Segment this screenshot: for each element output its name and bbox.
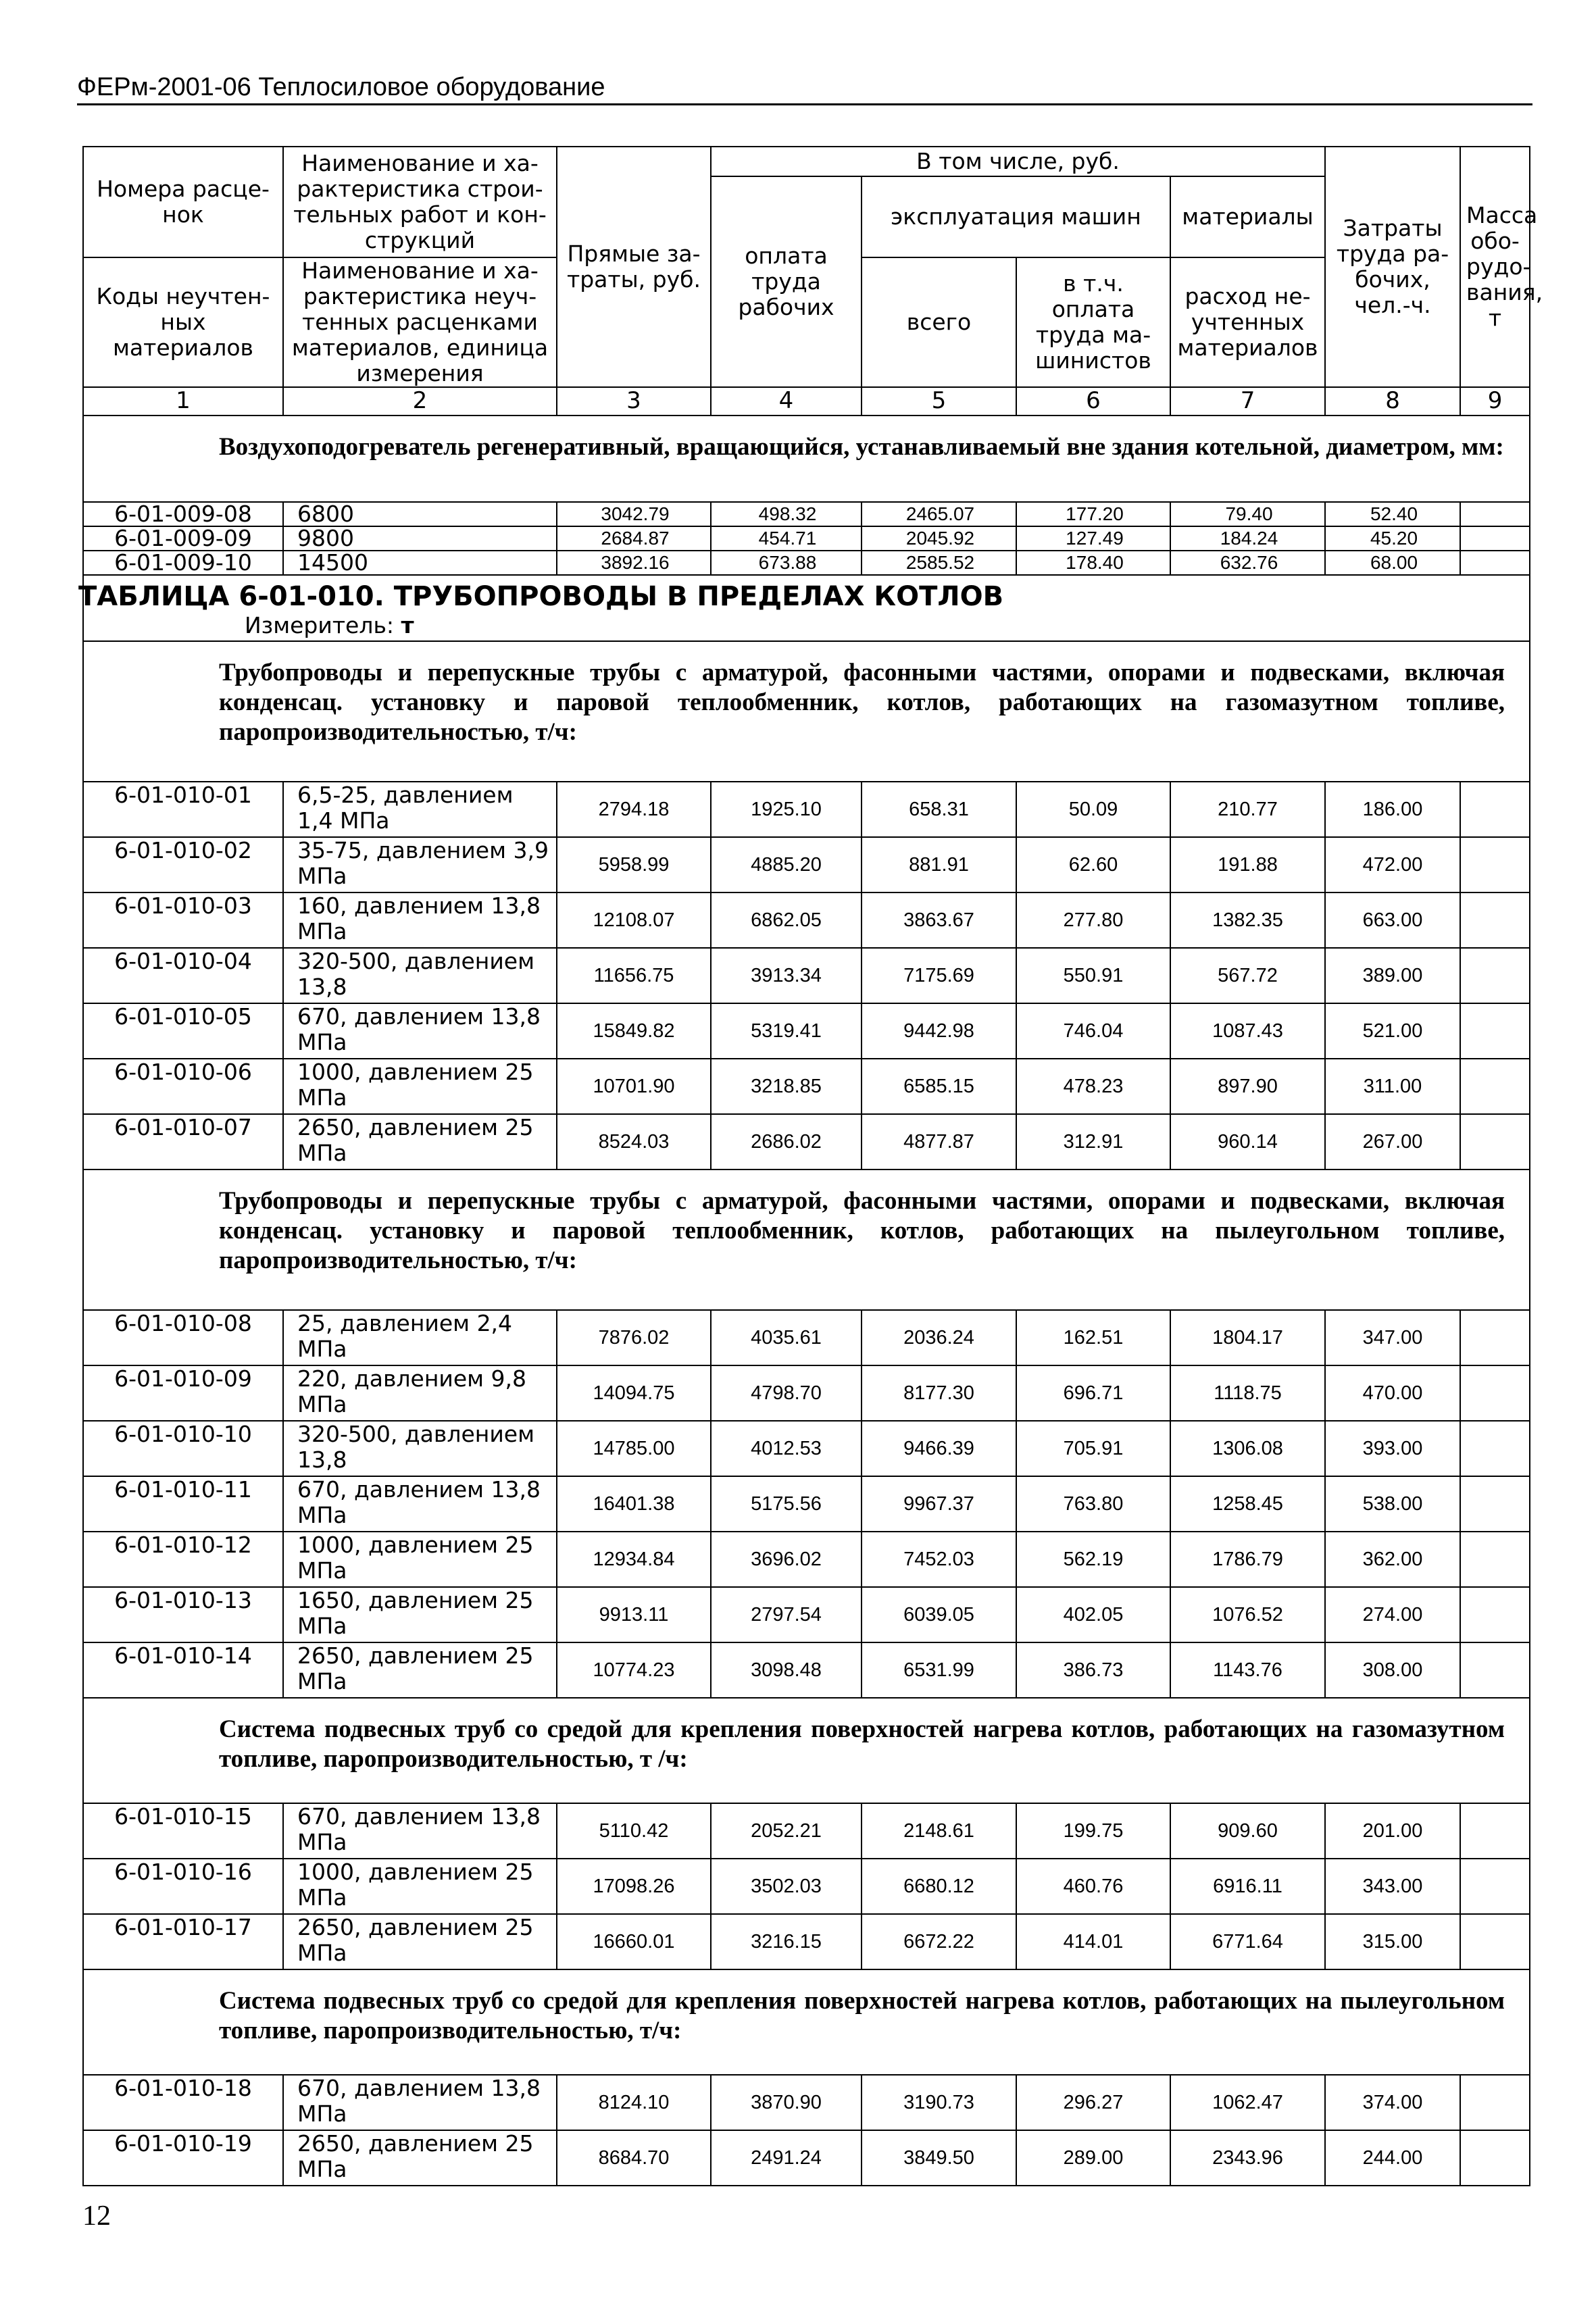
wages-cost: 2797.54: [711, 1587, 862, 1642]
table-row: [83, 1914, 1530, 1969]
equipment-mass: [1460, 1114, 1530, 1169]
materials-cost: 1306.08: [1170, 1421, 1325, 1476]
section-heading: Трубопроводы и перепускные трубы с арматурой, фасонными частями, опорами и подвесками, включая конденсац. установку и паровой теплообменник, котлов, работающих на газомазутном топливе, паропроизводительностью, т/ч:: [83, 641, 1530, 782]
section-heading: Система подвесных труб со средой для крепления поверхностей нагрева котлов, работающих на пылеугольном топливе, паропроизводительностью, т/ч:: [83, 1969, 1530, 2075]
page-number: 12: [82, 2200, 111, 2232]
rate-code: 6-01-010-05: [83, 1003, 283, 1059]
operators-cost: 177.20: [1016, 502, 1170, 526]
table-row: [83, 1476, 1530, 1532]
col-header-operators: в т.ч. оплата труда ма-шинистов: [1016, 257, 1170, 387]
table-row: [83, 1310, 1530, 1365]
table-row: [83, 782, 1530, 837]
wages-cost: 4798.70: [711, 1365, 862, 1421]
machines-cost: 658.31: [862, 782, 1016, 837]
col-number: 3: [557, 387, 711, 416]
materials-cost: 184.24: [1170, 526, 1325, 551]
labor-hours: 389.00: [1325, 948, 1460, 1003]
operators-cost: 289.00: [1016, 2130, 1170, 2186]
operators-cost: 705.91: [1016, 1421, 1170, 1476]
rate-code: 6-01-010-19: [83, 2130, 283, 2186]
col-header-unaccounted-codes: Коды неучтен-ных материалов: [83, 257, 283, 387]
table-row: [83, 1114, 1530, 1169]
col-header-direct: Прямые за-траты, руб.: [557, 147, 711, 387]
direct-cost: 12108.07: [557, 892, 711, 948]
table-title-row: [83, 575, 1530, 641]
labor-hours: 362.00: [1325, 1532, 1460, 1587]
materials-cost: 909.60: [1170, 1803, 1325, 1859]
machines-cost: 2036.24: [862, 1310, 1016, 1365]
equipment-mass: [1460, 1476, 1530, 1532]
equipment-mass: [1460, 782, 1530, 837]
materials-cost: 79.40: [1170, 502, 1325, 526]
wages-cost: 4035.61: [711, 1310, 862, 1365]
table-row: [83, 2130, 1530, 2186]
machines-cost: 6531.99: [862, 1642, 1016, 1698]
operators-cost: 312.91: [1016, 1114, 1170, 1169]
table-row: [83, 1532, 1530, 1587]
direct-cost: 3892.16: [557, 551, 711, 575]
section-heading: Трубопроводы и перепускные трубы с арматурой, фасонными частями, опорами и подвесками, включая конденсац. установку и паровой теплообменник, котлов, работающих на пылеугольном топливе, паропроизводительностью, т/ч:: [83, 1169, 1530, 1310]
rate-name: 160, давлением 13,8 МПа: [283, 892, 557, 948]
operators-cost: 162.51: [1016, 1310, 1170, 1365]
rate-name: 670, давлением 13,8 МПа: [283, 1803, 557, 1859]
equipment-mass: [1460, 1587, 1530, 1642]
machines-cost: 6585.15: [862, 1059, 1016, 1114]
machines-cost: 2148.61: [862, 1803, 1016, 1859]
materials-cost: 191.88: [1170, 837, 1325, 892]
rate-name: 6,5-25, давлением 1,4 МПа: [283, 782, 557, 837]
rate-name: 220, давлением 9,8 МПа: [283, 1365, 557, 1421]
table-row: [83, 837, 1530, 892]
table-row: [83, 1642, 1530, 1698]
rate-code: 6-01-010-07: [83, 1114, 283, 1169]
direct-cost: 11656.75: [557, 948, 711, 1003]
col-header-name: Наименование и ха-рактеристика строи-тельных работ и кон-струкций: [283, 147, 557, 257]
rate-name: 2650, давлением 25 МПа: [283, 1914, 557, 1969]
rate-name: 1000, давлением 25 МПа: [283, 1059, 557, 1114]
direct-cost: 5110.42: [557, 1803, 711, 1859]
labor-hours: 472.00: [1325, 837, 1460, 892]
wages-cost: 2052.21: [711, 1803, 862, 1859]
rate-code: 6-01-010-12: [83, 1532, 283, 1587]
materials-cost: 960.14: [1170, 1114, 1325, 1169]
rate-name: 320-500, давлением 13,8: [283, 1421, 557, 1476]
equipment-mass: [1460, 1914, 1530, 1969]
equipment-mass: [1460, 1642, 1530, 1698]
labor-hours: 52.40: [1325, 502, 1460, 526]
col-header-machines-total: всего: [862, 257, 1016, 387]
direct-cost: 14094.75: [557, 1365, 711, 1421]
wages-cost: 498.32: [711, 502, 862, 526]
operators-cost: 763.80: [1016, 1476, 1170, 1532]
rate-code: 6-01-010-04: [83, 948, 283, 1003]
wages-cost: 4885.20: [711, 837, 862, 892]
labor-hours: 68.00: [1325, 551, 1460, 575]
machines-cost: 2585.52: [862, 551, 1016, 575]
operators-cost: 402.05: [1016, 1587, 1170, 1642]
col-number: 4: [711, 387, 862, 416]
col-number: 8: [1325, 387, 1460, 416]
rates-table: [78, 146, 1543, 2186]
section-heading: Воздухоподогреватель регенеративный, вращающийся, устанавливаемый вне здания котельной, диаметром, мм:: [83, 416, 1530, 502]
rate-name: 670, давлением 13,8 МПа: [283, 2075, 557, 2130]
col-number: 7: [1170, 387, 1325, 416]
rate-code: 6-01-010-02: [83, 837, 283, 892]
table-row: [83, 1859, 1530, 1914]
table-row: [83, 1003, 1530, 1059]
col-header-unaccounted-materials: расход не-учтенных материалов: [1170, 257, 1325, 387]
direct-cost: 16660.01: [557, 1914, 711, 1969]
equipment-mass: [1460, 948, 1530, 1003]
equipment-mass: [1460, 2075, 1530, 2130]
page-header: ФЕРм-2001-06 Теплосиловое оборудование: [77, 73, 605, 101]
col-number: 1: [83, 387, 283, 416]
column-numbers-row: [83, 387, 1530, 416]
col-header-machines: эксплуатация машин: [862, 176, 1170, 257]
col-number: 9: [1460, 387, 1530, 416]
wages-cost: 3216.15: [711, 1914, 862, 1969]
materials-cost: 1786.79: [1170, 1532, 1325, 1587]
rate-code: 6-01-010-11: [83, 1476, 283, 1532]
direct-cost: 2794.18: [557, 782, 711, 837]
wages-cost: 1925.10: [711, 782, 862, 837]
direct-cost: 14785.00: [557, 1421, 711, 1476]
wages-cost: 3696.02: [711, 1532, 862, 1587]
machines-cost: 7452.03: [862, 1532, 1016, 1587]
operators-cost: 50.09: [1016, 782, 1170, 837]
labor-hours: 274.00: [1325, 1587, 1460, 1642]
materials-cost: 1087.43: [1170, 1003, 1325, 1059]
rate-name: 14500: [283, 551, 557, 575]
rate-code: 6-01-010-01: [83, 782, 283, 837]
equipment-mass: [1460, 1421, 1530, 1476]
machines-cost: 6039.05: [862, 1587, 1016, 1642]
machines-cost: 9466.39: [862, 1421, 1016, 1476]
table-row: [83, 1587, 1530, 1642]
materials-cost: 210.77: [1170, 782, 1325, 837]
direct-cost: 12934.84: [557, 1532, 711, 1587]
wages-cost: 2491.24: [711, 2130, 862, 2186]
col-header-labor: Затраты труда ра-бочих, чел.-ч.: [1325, 147, 1460, 387]
col-header-mass: Масса обо-рудо-вания, т: [1460, 147, 1530, 387]
labor-hours: 244.00: [1325, 2130, 1460, 2186]
labor-hours: 201.00: [1325, 1803, 1460, 1859]
materials-cost: 1118.75: [1170, 1365, 1325, 1421]
table-row: [83, 1803, 1530, 1859]
labor-hours: 315.00: [1325, 1914, 1460, 1969]
wages-cost: 2686.02: [711, 1114, 862, 1169]
materials-cost: 1143.76: [1170, 1642, 1325, 1698]
labor-hours: 663.00: [1325, 892, 1460, 948]
rate-name: 670, давлением 13,8 МПа: [283, 1476, 557, 1532]
direct-cost: 5958.99: [557, 837, 711, 892]
direct-cost: 10701.90: [557, 1059, 711, 1114]
meter-label: Измеритель:: [245, 612, 395, 638]
rate-name: 320-500, давлением 13,8: [283, 948, 557, 1003]
labor-hours: 521.00: [1325, 1003, 1460, 1059]
materials-cost: 1076.52: [1170, 1587, 1325, 1642]
section-heading-row: [83, 1698, 1530, 1803]
equipment-mass: [1460, 1859, 1530, 1914]
direct-cost: 10774.23: [557, 1642, 711, 1698]
equipment-mass: [1460, 837, 1530, 892]
direct-cost: 3042.79: [557, 502, 711, 526]
rate-code: 6-01-009-10: [83, 551, 283, 575]
labor-hours: 311.00: [1325, 1059, 1460, 1114]
operators-cost: 127.49: [1016, 526, 1170, 551]
table-row: [83, 1365, 1530, 1421]
machines-cost: 881.91: [862, 837, 1016, 892]
table-row: [83, 948, 1530, 1003]
direct-cost: 7876.02: [557, 1310, 711, 1365]
section-heading: Система подвесных труб со средой для крепления поверхностей нагрева котлов, работающих на газомазутном топливе, паропроизводительностью, т /ч:: [83, 1698, 1530, 1803]
table-row: [83, 892, 1530, 948]
col-number: 2: [283, 387, 557, 416]
materials-cost: 2343.96: [1170, 2130, 1325, 2186]
machines-cost: 3190.73: [862, 2075, 1016, 2130]
rate-name: 35-75, давлением 3,9 МПа: [283, 837, 557, 892]
equipment-mass: [1460, 1532, 1530, 1587]
operators-cost: 478.23: [1016, 1059, 1170, 1114]
rate-name: 6800: [283, 502, 557, 526]
equipment-mass: [1460, 2130, 1530, 2186]
wages-cost: 6862.05: [711, 892, 862, 948]
rate-name: 1650, давлением 25 МПа: [283, 1587, 557, 1642]
machines-cost: 3863.67: [862, 892, 1016, 948]
operators-cost: 414.01: [1016, 1914, 1170, 1969]
section-heading-row: [83, 1969, 1530, 2075]
labor-hours: 393.00: [1325, 1421, 1460, 1476]
col-header-codes: Номера расце-нок: [83, 147, 283, 257]
table-body: [78, 416, 1530, 2186]
machines-cost: 4877.87: [862, 1114, 1016, 1169]
wages-cost: 3502.03: [711, 1859, 862, 1914]
wages-cost: 5175.56: [711, 1476, 862, 1532]
rate-code: 6-01-010-14: [83, 1642, 283, 1698]
equipment-mass: [1460, 892, 1530, 948]
wages-cost: 3098.48: [711, 1642, 862, 1698]
machines-cost: 2045.92: [862, 526, 1016, 551]
direct-cost: 8524.03: [557, 1114, 711, 1169]
machines-cost: 2465.07: [862, 502, 1016, 526]
materials-cost: 1258.45: [1170, 1476, 1325, 1532]
labor-hours: 470.00: [1325, 1365, 1460, 1421]
rate-name: 2650, давлением 25 МПа: [283, 1114, 557, 1169]
labor-hours: 538.00: [1325, 1476, 1460, 1532]
col-number: 6: [1016, 387, 1170, 416]
equipment-mass: [1460, 1365, 1530, 1421]
table-head: [83, 147, 1543, 416]
direct-cost: 8124.10: [557, 2075, 711, 2130]
equipment-mass: [1460, 1059, 1530, 1114]
table-row: [83, 551, 1530, 575]
equipment-mass: [1460, 1003, 1530, 1059]
materials-cost: 632.76: [1170, 551, 1325, 575]
materials-cost: 6771.64: [1170, 1914, 1325, 1969]
rate-name: 670, давлением 13,8 МПа: [283, 1003, 557, 1059]
table-title: ТАБЛИЦА 6-01-010. ТРУБОПРОВОДЫ В ПРЕДЕЛАХ КОТЛОВ: [78, 581, 1004, 612]
rate-code: 6-01-010-03: [83, 892, 283, 948]
operators-cost: 562.19: [1016, 1532, 1170, 1587]
operators-cost: 178.40: [1016, 551, 1170, 575]
rate-code: 6-01-010-13: [83, 1587, 283, 1642]
equipment-mass: [1460, 502, 1530, 526]
equipment-mass: [1460, 1310, 1530, 1365]
operators-cost: 696.71: [1016, 1365, 1170, 1421]
equipment-mass: [1460, 551, 1530, 575]
table-row: [83, 1059, 1530, 1114]
labor-hours: 308.00: [1325, 1642, 1460, 1698]
direct-cost: 9913.11: [557, 1587, 711, 1642]
wages-cost: 673.88: [711, 551, 862, 575]
equipment-mass: [1460, 1803, 1530, 1859]
labor-hours: 347.00: [1325, 1310, 1460, 1365]
machines-cost: 6680.12: [862, 1859, 1016, 1914]
col-number: 5: [862, 387, 1016, 416]
table-meter: [84, 612, 1529, 639]
rate-code: 6-01-010-10: [83, 1421, 283, 1476]
section-heading-row: [83, 641, 1530, 782]
labor-hours: 186.00: [1325, 782, 1460, 837]
col-header-wages: оплата труда рабочих: [711, 176, 862, 387]
operators-cost: 550.91: [1016, 948, 1170, 1003]
col-header-materials: материалы: [1170, 176, 1325, 257]
rate-code: 6-01-010-18: [83, 2075, 283, 2130]
col-header-unaccounted-name: Наименование и ха-рактеристика неуч-тенных расценками материалов, единица измерения: [283, 257, 557, 387]
table-title-cell: [78, 575, 1530, 641]
materials-cost: 6916.11: [1170, 1859, 1325, 1914]
rate-code: 6-01-010-06: [83, 1059, 283, 1114]
labor-hours: 343.00: [1325, 1859, 1460, 1914]
table-row: [83, 502, 1530, 526]
wages-cost: 5319.41: [711, 1003, 862, 1059]
rate-name: 1000, давлением 25 МПа: [283, 1532, 557, 1587]
wages-cost: 4012.53: [711, 1421, 862, 1476]
operators-cost: 62.60: [1016, 837, 1170, 892]
section-heading-row: [83, 1169, 1530, 1310]
operators-cost: 296.27: [1016, 2075, 1170, 2130]
rate-name: 9800: [283, 526, 557, 551]
equipment-mass: [1460, 526, 1530, 551]
machines-cost: 8177.30: [862, 1365, 1016, 1421]
wages-cost: 3870.90: [711, 2075, 862, 2130]
labor-hours: 45.20: [1325, 526, 1460, 551]
table-row: [83, 526, 1530, 551]
rate-code: 6-01-010-16: [83, 1859, 283, 1914]
direct-cost: 15849.82: [557, 1003, 711, 1059]
rate-code: 6-01-009-08: [83, 502, 283, 526]
machines-cost: 3849.50: [862, 2130, 1016, 2186]
operators-cost: 277.80: [1016, 892, 1170, 948]
col-header-including: В том числе, руб.: [711, 147, 1325, 176]
header-rule: [77, 103, 1532, 105]
materials-cost: 1804.17: [1170, 1310, 1325, 1365]
rate-code: 6-01-010-17: [83, 1914, 283, 1969]
labor-hours: 374.00: [1325, 2075, 1460, 2130]
wages-cost: 3913.34: [711, 948, 862, 1003]
operators-cost: 199.75: [1016, 1803, 1170, 1859]
materials-cost: 897.90: [1170, 1059, 1325, 1114]
wages-cost: 454.71: [711, 526, 862, 551]
rate-code: 6-01-010-15: [83, 1803, 283, 1859]
materials-cost: 1382.35: [1170, 892, 1325, 948]
wages-cost: 3218.85: [711, 1059, 862, 1114]
direct-cost: 17098.26: [557, 1859, 711, 1914]
table-row: [83, 2075, 1530, 2130]
rate-code: 6-01-010-09: [83, 1365, 283, 1421]
direct-cost: 16401.38: [557, 1476, 711, 1532]
rate-name: 25, давлением 2,4 МПа: [283, 1310, 557, 1365]
rate-code: 6-01-009-09: [83, 526, 283, 551]
operators-cost: 460.76: [1016, 1859, 1170, 1914]
materials-cost: 567.72: [1170, 948, 1325, 1003]
machines-cost: 7175.69: [862, 948, 1016, 1003]
meter-unit: т: [401, 612, 414, 638]
machines-cost: 9442.98: [862, 1003, 1016, 1059]
direct-cost: 8684.70: [557, 2130, 711, 2186]
operators-cost: 746.04: [1016, 1003, 1170, 1059]
section-heading-row: [83, 416, 1530, 502]
materials-cost: 1062.47: [1170, 2075, 1325, 2130]
rate-code: 6-01-010-08: [83, 1310, 283, 1365]
rate-name: 1000, давлением 25 МПа: [283, 1859, 557, 1914]
rate-name: 2650, давлением 25 МПа: [283, 2130, 557, 2186]
rate-name: 2650, давлением 25 МПа: [283, 1642, 557, 1698]
machines-cost: 9967.37: [862, 1476, 1016, 1532]
direct-cost: 2684.87: [557, 526, 711, 551]
operators-cost: 386.73: [1016, 1642, 1170, 1698]
labor-hours: 267.00: [1325, 1114, 1460, 1169]
machines-cost: 6672.22: [862, 1914, 1016, 1969]
table-row: [83, 1421, 1530, 1476]
